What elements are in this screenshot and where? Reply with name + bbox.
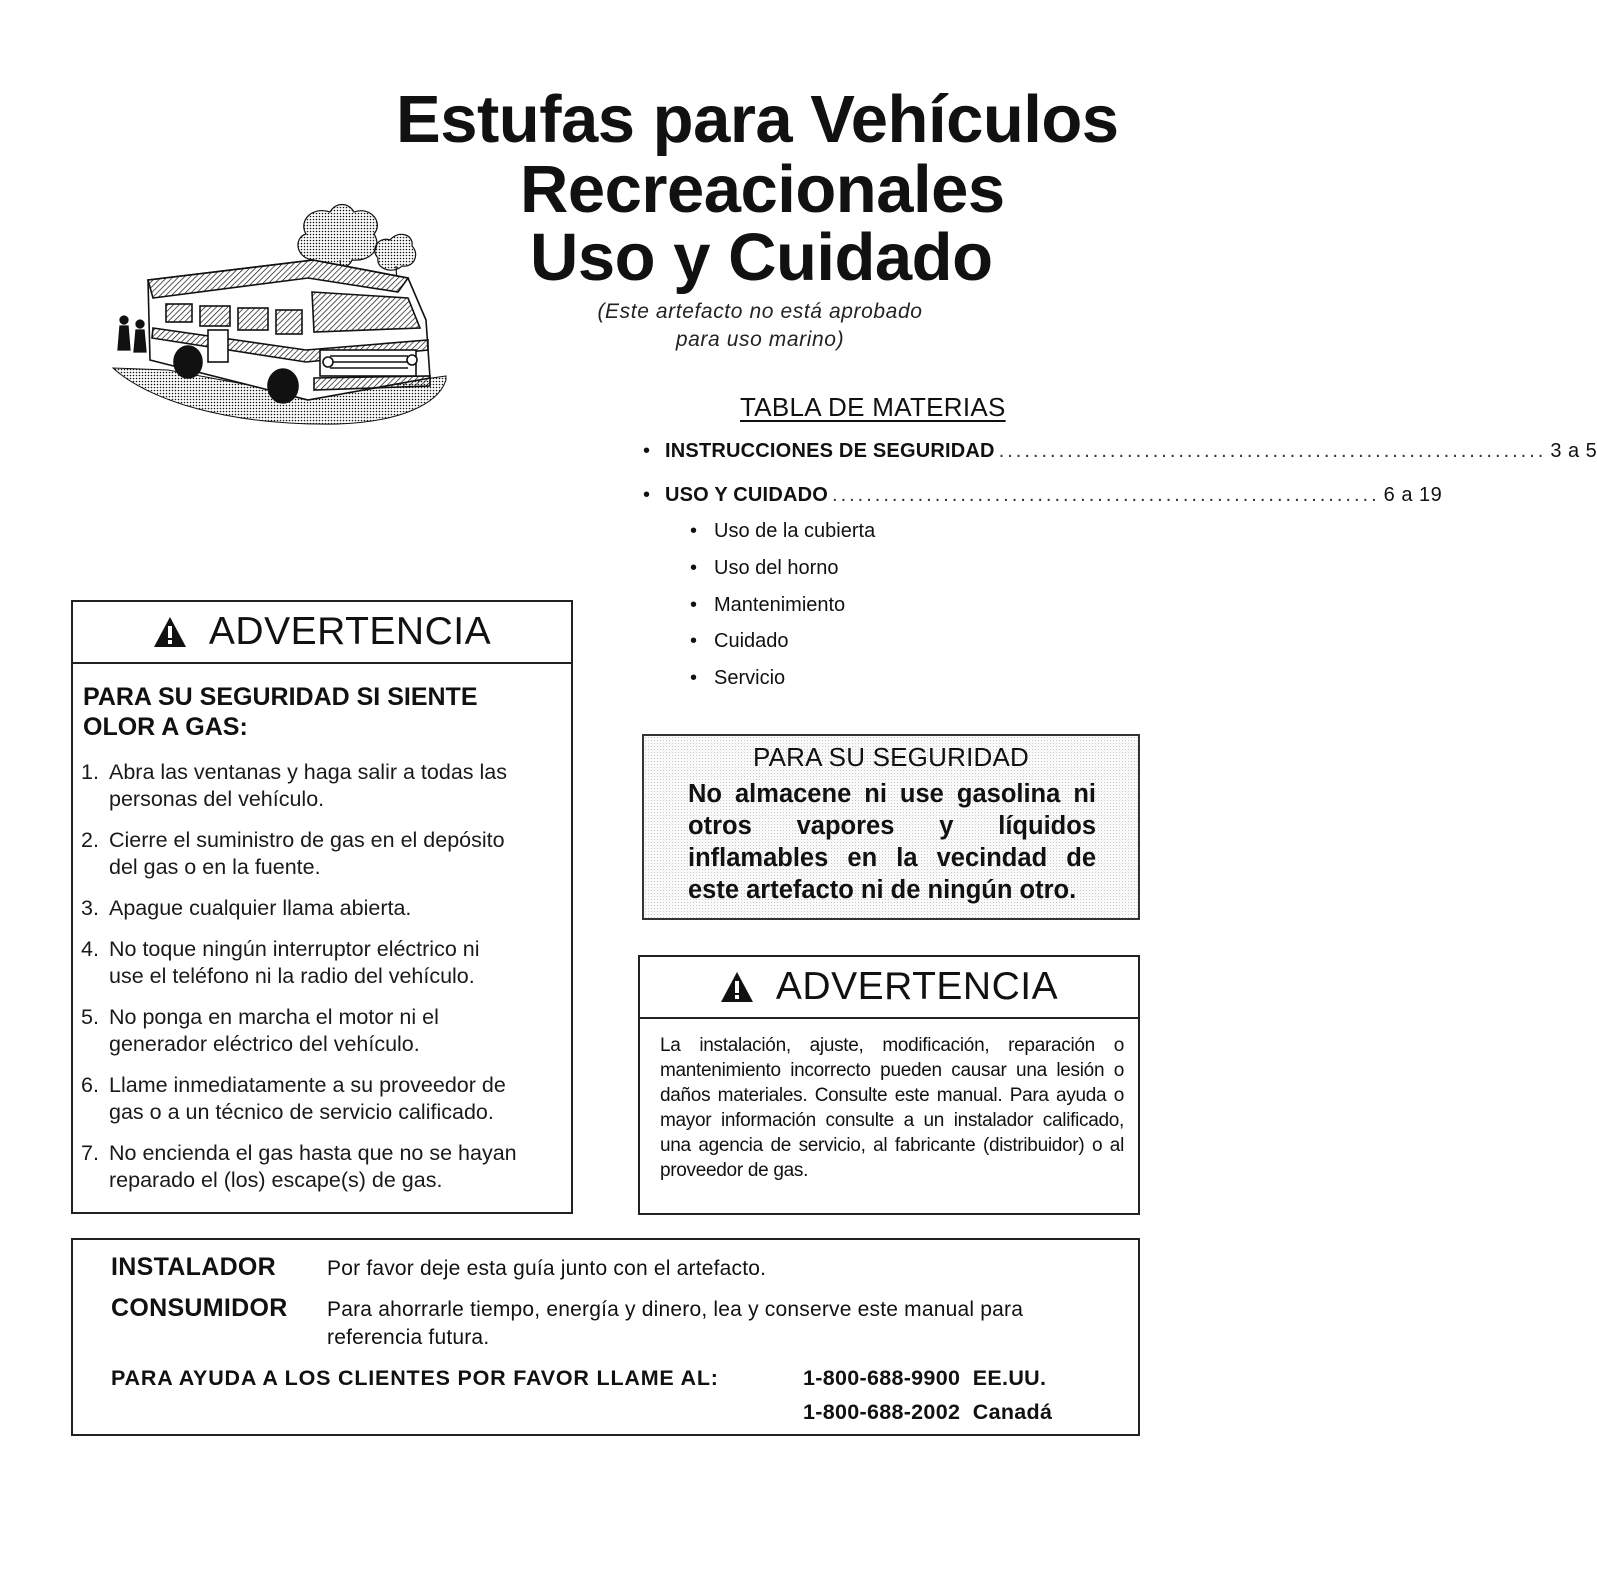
subheading-line-2: OLOR A GAS: xyxy=(83,713,248,741)
step-line: reparado el (los) escape(s) de gas. xyxy=(109,1168,443,1192)
list-item xyxy=(81,759,567,813)
list-item xyxy=(81,895,567,922)
toc-subitem-label: Uso del horno xyxy=(714,557,839,579)
step-line: No encienda el gas hasta que no se hayan xyxy=(109,1141,517,1165)
list-item xyxy=(81,1140,567,1194)
toc-leader: ................................................................ xyxy=(832,484,1380,506)
subtitle xyxy=(560,298,960,354)
toc-item-use-care[interactable] xyxy=(643,484,1443,507)
bullet-icon: • xyxy=(690,520,698,542)
phone-number: 1-800-688-2002 xyxy=(803,1400,961,1424)
warning-title: ADVERTENCIA xyxy=(775,965,1059,1008)
toc-heading: TABLA DE MATERIAS xyxy=(740,392,1006,422)
gas-warning-subheading xyxy=(83,682,478,742)
consumer-text-line-1: Para ahorrarle tiempo, energía y dinero, lea y conserve este manual para xyxy=(327,1298,1024,1321)
step-line: del gas o en la fuente. xyxy=(109,855,321,879)
phone-country: Canadá xyxy=(972,1400,1053,1424)
toc-item-label: INSTRUCCIONES DE SEGURIDAD xyxy=(665,440,995,462)
toc-subitem-label: Cuidado xyxy=(714,630,789,652)
title-line-1: Estufas para Vehículos xyxy=(396,82,1119,157)
toc-subitem[interactable] xyxy=(690,557,839,580)
title-line-3: Uso y Cuidado xyxy=(530,220,993,295)
safety-notice-box xyxy=(642,734,1140,920)
installer-label: INSTALADOR xyxy=(111,1253,277,1281)
step-line: personas del vehículo. xyxy=(109,787,325,811)
safety-notice-heading: PARA SU SEGURIDAD xyxy=(753,742,1029,772)
toc-leader: ................................................................ xyxy=(998,440,1547,462)
step-line: gas o a un técnico de servicio calificado. xyxy=(109,1100,494,1124)
step-line: use el teléfono ni la radio del vehículo. xyxy=(109,964,475,988)
subtitle-line-1: (Este artefacto no está aprobado xyxy=(597,300,923,323)
subtitle-line-2: para uso marino) xyxy=(675,328,845,351)
toc-subitem[interactable] xyxy=(690,594,845,617)
bullet-icon: • xyxy=(690,557,698,579)
toc-subitem-label: Uso de la cubierta xyxy=(714,520,876,542)
toc-item-pages: 3 a 5 xyxy=(1550,440,1597,462)
install-warning-box xyxy=(638,955,1140,1215)
toc-item-label: USO Y CUIDADO xyxy=(665,484,829,506)
step-line: No ponga en marcha el motor ni el xyxy=(109,1005,439,1029)
safety-notice-body: No almacene ni use gasolina ni otros vapores y líquidos inflamables en la vecindad de este artefacto ni de ningún otro. xyxy=(688,780,1096,904)
toc-subitem-label: Servicio xyxy=(714,667,786,689)
toc-subitem[interactable] xyxy=(690,520,875,543)
bullet-icon: • xyxy=(643,484,651,506)
warning-triangle-icon xyxy=(153,616,187,648)
phone-number: 1-800-688-9900 xyxy=(803,1366,961,1390)
list-item xyxy=(81,936,567,990)
step-line: Apague cualquier llama abierta. xyxy=(109,896,412,920)
step-number: 3. xyxy=(81,896,99,920)
footer-info-box xyxy=(71,1238,1140,1436)
phone-canada[interactable] xyxy=(803,1400,1052,1425)
bullet-icon: • xyxy=(690,594,698,616)
installer-text: Por favor deje esta guía junto con el artefacto. xyxy=(327,1257,767,1280)
toc-item-safety[interactable] xyxy=(643,440,1597,463)
phone-us[interactable] xyxy=(803,1366,1046,1391)
motorhome-illustration xyxy=(108,200,453,430)
step-number: 4. xyxy=(81,937,99,961)
list-item xyxy=(81,1072,567,1126)
gas-warning-box xyxy=(71,600,573,1214)
warning-title: ADVERTENCIA xyxy=(208,610,492,653)
step-line: generador eléctrico del vehículo. xyxy=(109,1032,420,1056)
step-line: No toque ningún interruptor eléctrico ni xyxy=(109,937,480,961)
install-warning-body: La instalación, ajuste, modificación, reparación o mantenimiento incorrecto pueden causar una lesión o daños materiales. Consulte este manual. Para ayuda o mayor información consulte a un instalador calificado, una agencia de servicio, al fabricante (distribuidor) o al proveedor de gas. xyxy=(660,1035,1124,1181)
customer-help-text: PARA AYUDA A LOS CLIENTES POR FAVOR LLAME AL: xyxy=(111,1366,719,1390)
warning-triangle-icon xyxy=(720,971,754,1003)
bullet-icon: • xyxy=(690,630,698,652)
consumer-text xyxy=(327,1296,1023,1352)
title-line-2: Recreacionales xyxy=(520,152,1005,227)
list-item xyxy=(81,1004,567,1058)
step-line: Llame inmediatamente a su proveedor de xyxy=(109,1073,506,1097)
list-item xyxy=(81,827,567,881)
consumer-text-line-2: referencia futura. xyxy=(327,1326,490,1349)
warning-header xyxy=(73,602,571,664)
warning-header xyxy=(640,957,1138,1019)
toc-item-pages: 6 a 19 xyxy=(1383,484,1443,506)
step-number: 7. xyxy=(81,1141,99,1165)
bullet-icon: • xyxy=(643,440,651,462)
bullet-icon: • xyxy=(690,667,698,689)
step-line: Abra las ventanas y haga salir a todas las xyxy=(109,760,507,784)
consumer-label: CONSUMIDOR xyxy=(111,1294,288,1322)
gas-steps-list xyxy=(81,759,567,1208)
step-number: 1. xyxy=(81,760,99,784)
step-number: 2. xyxy=(81,828,99,852)
toc-subitem[interactable] xyxy=(690,630,789,653)
phone-country: EE.UU. xyxy=(972,1366,1047,1390)
step-number: 6. xyxy=(81,1073,99,1097)
toc-subitem[interactable] xyxy=(690,667,785,690)
toc-subitem-label: Mantenimiento xyxy=(714,594,846,616)
step-number: 5. xyxy=(81,1005,99,1029)
step-line: Cierre el suministro de gas en el depósito xyxy=(109,828,505,852)
subheading-line-1: PARA SU SEGURIDAD SI SIENTE xyxy=(83,683,478,711)
